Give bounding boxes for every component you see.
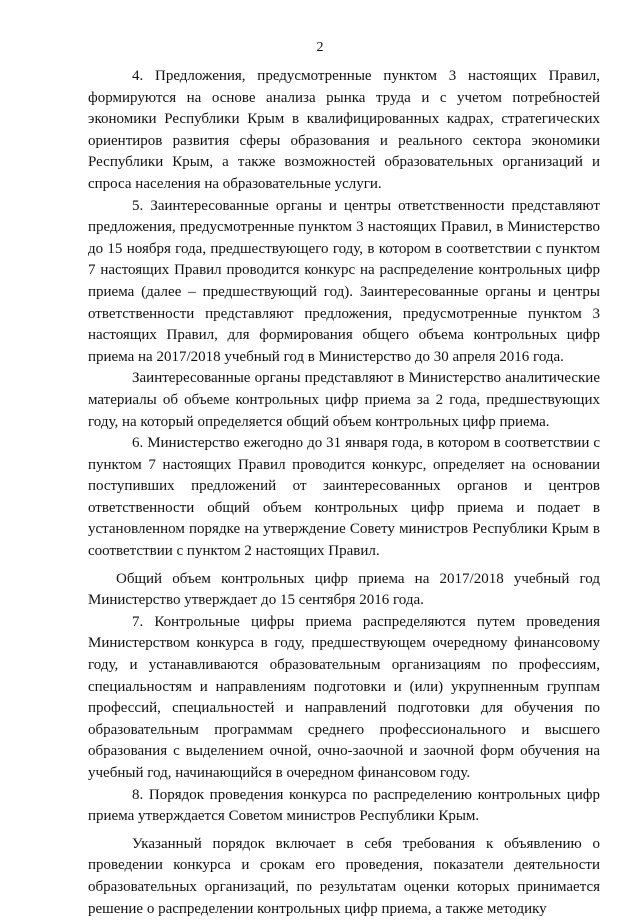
paragraph-procedure-contents: Указанный порядок включает в себя требования к объявлению о проведении конкурса и срокам его проведения, показатели деятельности образовательных организаций, по результатам оценки которых принимается решение о распределении контрольных цифр приема, а также методику — [88, 835, 600, 917]
paragraph-analytic-materials: Заинтересованные органы представляют в Министерство аналитические материалы об объеме контрольных цифр приема за 2 года, предшествующих году, на который определяется общий объем контрольных цифр приема. — [88, 370, 600, 430]
paragraph-total-volume: Общий объем контрольных цифр приема на 2017/2018 учебный год Министерство утверждает до 15 сентября 2016 года. — [88, 570, 600, 609]
document-body — [88, 66, 600, 920]
paragraph-item-6: 6. Министерство ежегодно до 31 января года, в котором в соответствии с пунктом 7 настоящих Правил проводится конкурс, определяет на основании поступивших предложений от заинтересованных органов и центров ответственности общий объем контрольных цифр приема и подает в установленном порядке на утверждение Совету министров Республики Крым в соответствии с пунктом 2 настоящих Правил. — [88, 435, 600, 560]
paragraph-item-5: 5. Заинтересованные органы и центры ответственности представляют предложения, предусмотренные пунктом 3 настоящих Правил, в Министерство до 15 ноября года, предшествующего году, в котором в соответствии с пунктом 7 настоящих Правил проводится конкурс на распределение контрольных цифр приема (далее – предшествующий год). Заинтересованные органы и центры ответственности представляют предложения, предусмотренные пунктом 3 настоящих Правил, для формирования общего объема контрольных цифр приема на 2017/2018 учебный год в Министерство до 30 апреля 2016 года. — [88, 197, 600, 365]
page-number: 2 — [316, 40, 324, 55]
paragraph-item-8: 8. Порядок проведения конкурса по распределению контрольных цифр приема утверждается Советом министров Республики Крым. — [88, 786, 600, 825]
paragraph-item-7: 7. Контрольные цифры приема распределяются путем проведения Министерством конкурса в году, предшествующем очередному финансовому году, и устанавливаются образовательным организациям по профессиям, специальностям и направлениям подготовки и (или) укрупненным группам профессий, специальностей и направлений подготовки для обучения по образовательным программам среднего профессионального и высшего образования с выделением очной, очно-заочной и заочной форм обучения на учебный год, начинающийся в очередном финансовом году. — [88, 613, 600, 781]
paragraph-item-4: 4. Предложения, предусмотренные пунктом 3 настоящих Правил, формируются на основе анализа рынка труда и с учетом потребностей экономики Республики Крым в квалифицированных кадрах, стратегических ориентиров развития сферы образования и реального сектора экономики Республики Крым, а также возможностей образовательных организаций и спроса населения на образовательные услуги. — [88, 68, 600, 192]
